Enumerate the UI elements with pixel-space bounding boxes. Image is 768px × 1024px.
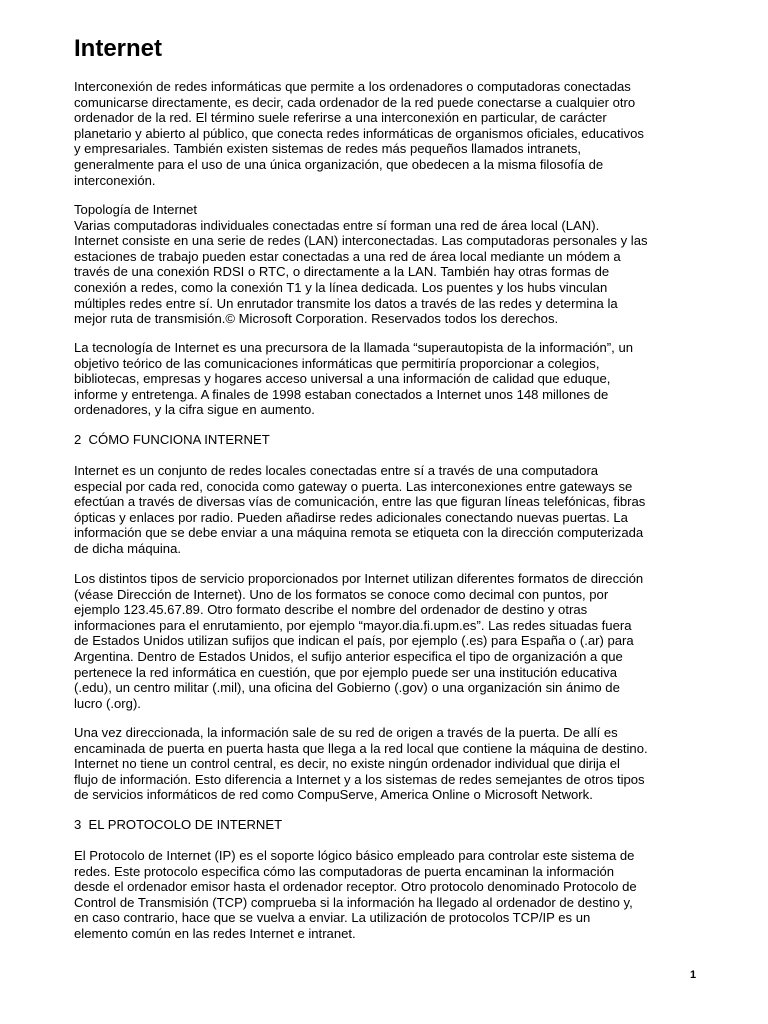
address-formats-paragraph [74, 571, 714, 711]
page-number: 1 [690, 969, 697, 981]
technology-paragraph [74, 340, 714, 418]
text-line: (véase Dirección de Internet). Uno de los formatos se conoce como decimal con puntos, por [74, 586, 609, 602]
text-line: estaciones de trabajo pueden estar conectadas a una red de área local mediante un módem a [74, 248, 621, 264]
text-line: flujo de información. Esto diferencia a Internet y a los sistemas de redes semejantes de otros tipos [74, 771, 645, 787]
text-line: ejemplo 123.45.67.89. Otro formato describe el nombre del ordenador de destino y otras [74, 602, 588, 618]
text-line: Internet consiste en una serie de redes (LAN) interconectadas. Las computadoras personales y las [74, 233, 648, 249]
internet-protocol-paragraph [74, 848, 714, 942]
text-line: desde el ordenador emisor hasta el ordenador receptor. Otro protocolo denominado Protocolo de [74, 879, 637, 895]
text-line: conexión a redes, como la conexión T1 y la línea dedicada. Los puentes y los hubs vinculan [74, 279, 608, 295]
text-line: efectúan a través de diversas vías de comunicación, entre las que figuran líneas telefónicas, fibras [74, 494, 646, 510]
text-line: planetario y abierto al público, que conecta redes informáticas de organismos oficiales, educativos [74, 125, 644, 141]
text-line: de Estados Unidos utilizan sufijos que indican el país, por ejemplo (.es) para España o (.ar) para [74, 633, 634, 649]
text-line: Internet es un conjunto de redes locales conectadas entre sí a través de una computadora [74, 463, 599, 478]
text-line: Los distintos tipos de servicio proporcionados por Internet utilizan diferentes formatos de dirección [74, 571, 644, 586]
text-line: múltiples redes entre sí. Un enrutador transmite los datos a través de las redes y determina la [74, 295, 618, 311]
text-line: pertenece la red informática en cuestión, que por ejemplo puede ser una institución educativa [74, 664, 618, 680]
text-line: información que se debe enviar a una máquina remota se etiqueta con la dirección computerizada [74, 525, 644, 541]
document-title: Internet [74, 35, 163, 62]
text-line: Varias computadoras individuales conectadas entre sí forman una red de área local (LAN). [74, 217, 600, 233]
topology-paragraph [74, 202, 714, 327]
text-line: Control de Transmisión (TCP) comprueba si la información ha llegado al ordenador de destino y, [74, 894, 633, 910]
text-line: Internet no tiene un control central, es decir, no existe ningún ordenador individual que dirija el [74, 756, 620, 772]
intro-paragraph [74, 79, 714, 188]
text-line: ordenador de la red. El término suele referirse a una interconexión en particular, de carácter [74, 110, 607, 126]
text-line: objetivo teórico de las comunicaciones informáticas que permitiría proporcionar a colegios, [74, 355, 600, 371]
text-line: mejor ruta de transmisión.© Microsoft Corporation. Reservados todos los derechos. [74, 311, 559, 327]
text-line: redes. Este protocolo especifica cómo las computadoras de puerta encaminan la información [74, 863, 615, 879]
text-line: Interconexión de redes informáticas que permite a los ordenadores o computadoras conectadas [74, 79, 631, 94]
text-line: Una vez direccionada, la información sale de su red de origen a través de la puerta. De allí es [74, 725, 618, 740]
text-line: informaciones para el enrutamiento, por ejemplo “mayor.dia.fi.upm.es”. Las redes situadas fuera [74, 617, 632, 633]
text-line: través de una conexión RDSI o RTC, o directamente a la LAN. También hay otras formas de [74, 264, 610, 280]
text-line: en caso contrario, hace que se vuelva a enviar. La utilización de protocolos TCP/IP es un [74, 910, 591, 926]
text-line: comunicarse directamente, es decir, cada ordenador de la red puede conectarse a cualquier otro [74, 94, 636, 110]
text-line: ópticas y enlaces por radio. Pueden añadirse redes adicionales conectando nuevas puertas. La [74, 509, 628, 525]
text-line: La tecnología de Internet es una precursora de la llamada “superautopista de la información”, un [74, 340, 634, 355]
text-line: elemento común en las redes Internet e intranet. [74, 925, 356, 941]
text-line: de servicios informáticos de red como CompuServe, America Online o Microsoft Network. [74, 787, 593, 803]
text-line: generalmente para el uso de una única organización, que obedecen a la misma filosofía de [74, 156, 604, 172]
text-line: (.edu), un centro militar (.mil), una oficina del Gobierno (.gov) o una organización sin ánimo de [74, 680, 620, 696]
text-line: Argentina. Dentro de Estados Unidos, el sufijo anterior especifica el tipo de organización a que [74, 648, 623, 664]
text-line: encaminada de puerta en puerta hasta que llega a la red local que contiene la máquina de destino. [74, 740, 648, 756]
text-line: bibliotecas, empresas y hogares acceso universal a una información de calidad que eduque, [74, 371, 611, 387]
routing-paragraph [74, 725, 714, 803]
text-line: interconexión. [74, 172, 156, 188]
text-line: ordenadores, y la cifra sigue en aumento. [74, 402, 315, 418]
text-line: de dicha máquina. [74, 540, 182, 556]
section-heading-how-internet-works: 2 CÓMO FUNCIONA INTERNET [74, 432, 270, 447]
section-heading-internet-protocol: 3 EL PROTOCOLO DE INTERNET [74, 817, 283, 832]
text-line: informe y entretenga. A finales de 1998 estaban conectados a Internet unos 148 millones de [74, 386, 609, 402]
text-line: El Protocolo de Internet (IP) es el soporte lógico básico empleado para controlar este sistema de [74, 848, 635, 863]
how-internet-works-paragraph [74, 463, 714, 557]
text-line: especial por cada red, conocida como gateway o puerta. Las interconexiones entre gateways se [74, 478, 633, 494]
text-line: y empresariales. También existen sistemas de redes más pequeños llamados intranets, [74, 141, 582, 157]
text-line: lucro (.org). [74, 695, 141, 711]
text-line: Topología de Internet [74, 202, 198, 217]
